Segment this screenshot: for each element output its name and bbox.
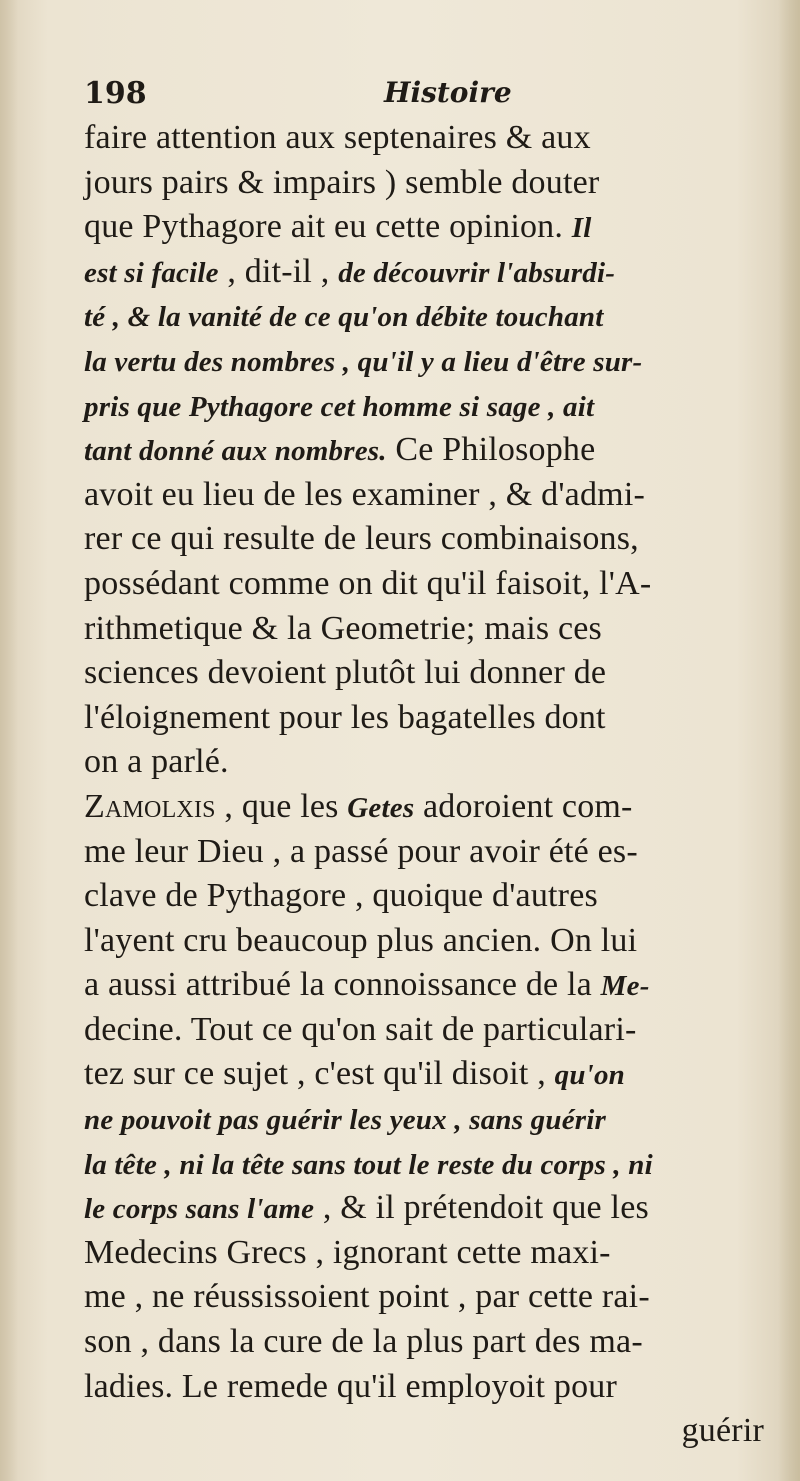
text-run: Medecins Grecs , ignorant cette maxi- — [84, 1233, 611, 1271]
text-line — [84, 607, 764, 652]
text-line — [84, 1409, 764, 1454]
text-line — [84, 161, 764, 206]
italic-text: ne pouvoit pas guérir les yeux , sans guérir — [84, 1104, 606, 1137]
text-line — [84, 205, 764, 250]
italic-text: Me- — [600, 970, 650, 1003]
italic-text: Il — [571, 212, 592, 245]
text-line — [84, 963, 764, 1008]
text-run: me , ne réussissoient point , par cette rai- — [84, 1278, 650, 1316]
text-line — [84, 116, 764, 161]
text-run: on a parlé. — [84, 743, 229, 781]
page-edge-shadow-right — [778, 0, 800, 1481]
text-line — [84, 1097, 764, 1142]
text-line — [84, 785, 764, 830]
text-run: ladies. Le remede qu'il employoit pour — [84, 1367, 618, 1405]
text-line — [84, 919, 764, 964]
text-run: , & il prétendoit que les — [314, 1189, 649, 1227]
text-run: adoroient com- — [414, 787, 633, 825]
italic-text: est si facile — [84, 256, 219, 289]
text-run: rer ce qui resulte de leurs combinaisons, — [84, 520, 639, 558]
text-line — [84, 830, 764, 875]
text-run: que Pythagore ait eu cette opinion. — [84, 208, 572, 246]
text-run: jours pairs & impairs ) semble douter — [84, 163, 600, 201]
text-line — [84, 1052, 764, 1097]
italic-text: pris que Pythagore cet homme si sage , ait — [84, 390, 595, 423]
text-run: avoit eu lieu de les examiner , & d'admi- — [84, 475, 645, 513]
text-line — [84, 740, 764, 785]
text-run: guérir — [681, 1412, 764, 1450]
text-run: a aussi attribué la connoissance de la — [84, 966, 601, 1004]
text-run: tez sur ce sujet , c'est qu'il disoit , — [84, 1055, 555, 1093]
text-line — [84, 1008, 764, 1053]
text-line — [84, 651, 764, 696]
italic-text: le corps sans l'ame — [84, 1193, 315, 1226]
running-title: Histoire — [384, 76, 512, 109]
body-text — [84, 116, 764, 1454]
italic-text: tant donné aux nombres. — [84, 435, 387, 468]
text-line — [84, 874, 764, 919]
text-run: clave de Pythagore , quoique d'autres — [84, 877, 598, 915]
italic-text: té , & la vanité de ce qu'on débite touchant — [84, 301, 604, 334]
italic-text: de découvrir l'absurdi- — [338, 256, 616, 289]
text-run: , dit-il , — [218, 252, 339, 290]
text-line — [84, 562, 764, 607]
text-line — [84, 1186, 764, 1231]
italic-text: la tête , ni la tête sans tout le reste du corps , ni — [84, 1148, 653, 1181]
text-run: possédant comme on dit qu'il faisoit, l'A- — [84, 564, 652, 602]
italic-text: Getes — [347, 791, 415, 824]
text-line — [84, 517, 764, 562]
text-line — [84, 473, 764, 518]
italic-text: la vertu des nombres , qu'il y a lieu d'être sur- — [84, 345, 643, 378]
text-line — [84, 294, 764, 339]
text-run: son , dans la cure de la plus part des ma- — [84, 1323, 643, 1361]
text-run: faire attention aux septenaires & aux — [84, 119, 591, 156]
text-run: rithmetique & la Geometrie; mais ces — [84, 609, 602, 647]
page-number: 198 — [84, 76, 147, 111]
text-line — [84, 1231, 764, 1276]
text-run: l'éloignement pour les bagatelles dont — [84, 698, 606, 736]
text-line — [84, 384, 764, 429]
text-line — [84, 428, 764, 473]
text-line — [84, 250, 764, 295]
small-caps-name: Zamolxis — [84, 787, 216, 825]
text-run: decine. Tout ce qu'on sait de particulari- — [84, 1010, 637, 1048]
text-run: l'ayent cru beaucoup plus ancien. On lui — [84, 921, 638, 959]
text-line — [84, 1365, 764, 1410]
text-run: me leur Dieu , a passé pour avoir été es- — [84, 832, 638, 870]
text-line — [84, 1142, 764, 1187]
text-line — [84, 339, 764, 384]
text-line — [84, 1320, 764, 1365]
text-run: , que les — [215, 787, 348, 825]
text-line — [84, 1275, 764, 1320]
text-line — [84, 696, 764, 741]
text-run: sciences devoient plutôt lui donner de — [84, 654, 607, 692]
italic-text: qu'on — [554, 1059, 625, 1092]
page-edge-shadow-left — [0, 0, 18, 1481]
page-header — [84, 76, 764, 116]
text-run: Ce Philosophe — [386, 431, 596, 469]
